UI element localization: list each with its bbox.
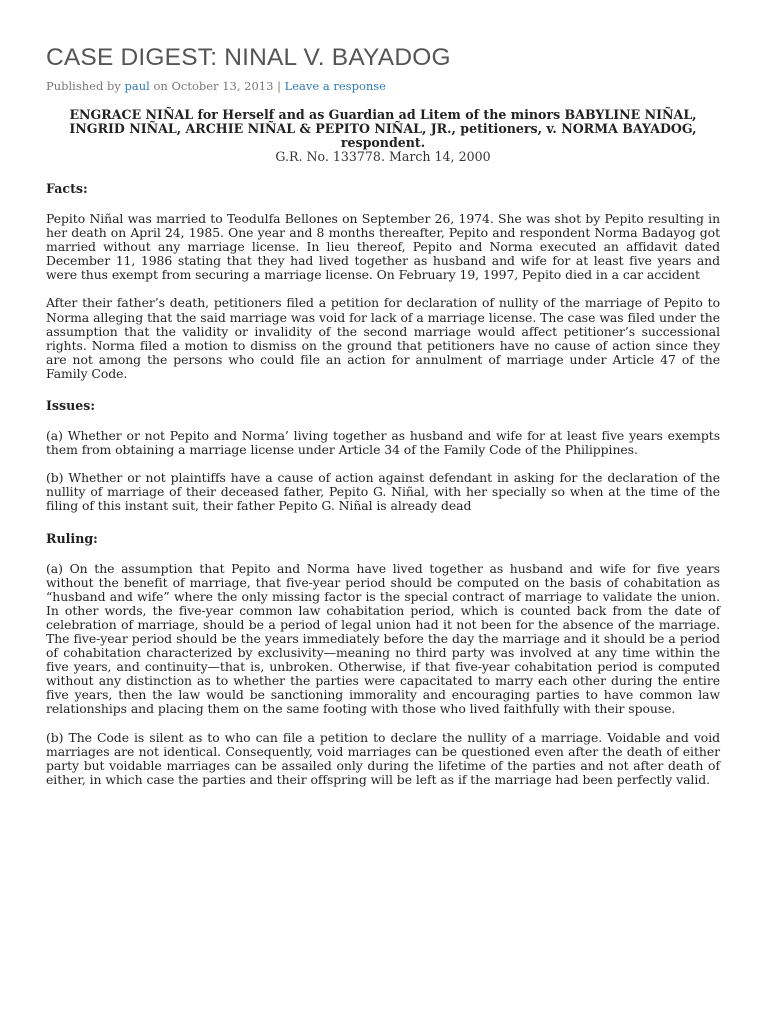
case-gr-number: G.R. No. 133778. March 14, 2000 [275,149,491,164]
page-title: CASE DIGEST: NINAL V. BAYADOG [46,44,451,71]
case-parties: ENGRACE NIÑAL for Herself and as Guardian ad Litem of the minors BABYLINE NIÑAL, INGRID NIÑAL, ARCHIE NIÑAL & PEPITO NIÑAL, JR., petitioners, v. NORMA BAYADOG, respondent. [69,107,697,150]
publish-date: on October 13, 2013 | [153,79,281,93]
facts-heading: Facts: [46,181,88,196]
facts-paragraph-2: After their father’s death, petitioners filed a petition for declaration of nullity of the marriage of Pepito to Norma alleging that the said marriage was void for lack of a marriage license. The case was filed under the assumption that the validity or invalidity of the second marriage would affect petitioner’s successional rights. Norma filed a motion to dismiss on the ground that petitioners have no cause of action since they are not among the persons who could file an action for annulment of marriage under Article 47 of the Family Code. [46,295,720,381]
published-by-label: Published by [46,79,121,93]
post-meta [46,79,720,93]
facts-paragraph-1: Pepito Niñal was married to Teodulfa Bellones on September 26, 1974. She was shot by Pepito resulting in her death on April 24, 1985. One year and 8 months thereafter, Pepito and respondent Norma Badayog got married without any marriage license. In lieu thereof, Pepito and Norma executed an affidavit dated December 11, 1986 stating that they had lived together as husband and wife for at least five years and were thus exempt from securing a marriage license. On February 19, 1997, Pepito died in a car accident [46,211,720,283]
ruling-a: (a) On the assumption that Pepito and Norma have lived together as husband and wife for five years without the benefit of marriage, that five-year period should be computed on the basis of cohabitation as “husband and wife” where the only missing factor is the special contract of marriage to validate the union. In other words, the five-year common law cohabitation period, which is counted back from the date of celebration of marriage, should be a period of legal union had it not been for the absence of the marriage. The five-year period should be the years immediately before the day the marriage and it should be a period of cohabitation characterized by exclusivity—meaning no third party was involved at any time within the five years, and continuity—that is, unbroken. Otherwise, if that five-year cohabitation period is computed without any distinction as to whether the parties were capacitated to marry each other during the entire five years, then the law would be sanctioning immorality and encouraging parties to have common law relationships and placing them on the same footing with those who lived faithfully with their spouse. [46,560,720,717]
issues-heading: Issues: [46,398,95,414]
ruling-heading: Ruling: [46,530,98,546]
ruling-b: (b) The Code is silent as to who can file a petition to declare the nullity of a marriage. Voidable and void marriages are not identical. Consequently, void marriages can be questioned even after the death of either party but voidable marriages can be assailed only during the lifetime of the parties and not after death of either, in which case the parties and their offspring will be left as if the marriage had been perfectly valid. [46,729,720,787]
issue-a: (a) Whether or not Pepito and Norma’ living together as husband and wife for at least five years exempts them from obtaining a marriage license under Article 34 of the Family Code of the Philippines. [46,428,720,458]
leave-response-link[interactable]: Leave a response [284,79,386,93]
author-link[interactable]: paul [124,79,150,93]
issue-b: (b) Whether or not plaintiffs have a cause of action against defendant in asking for the declaration of the nullity of marriage of their deceased father, Pepito G. Niñal, with her specially so when at the time of the filing of this instant suit, their father Pepito G. Niñal is already dead [46,470,720,514]
